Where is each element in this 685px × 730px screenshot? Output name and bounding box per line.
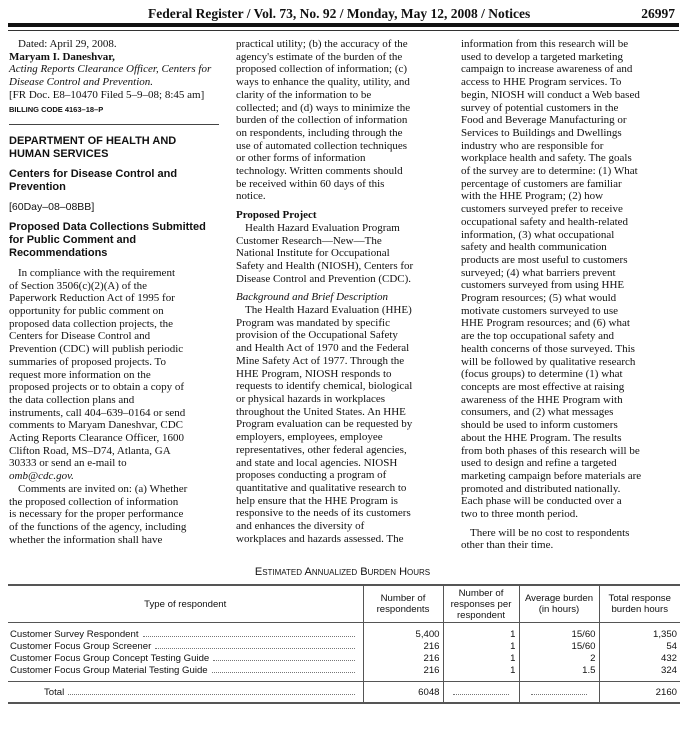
text-line: awareness of the HHE Program with bbox=[461, 393, 623, 406]
text-line: survey of potential customers in the bbox=[461, 101, 619, 114]
text-line: notice. bbox=[236, 190, 266, 203]
text-line: campaign to increase awareness of and bbox=[461, 63, 633, 76]
text-line: used to develop a targeted marketing bbox=[461, 50, 623, 63]
total-label bbox=[8, 682, 363, 704]
email-link[interactable]: omb@cdc.gov. bbox=[9, 470, 74, 483]
text-line: of the functions of the agency, including bbox=[9, 520, 187, 533]
text-line: or physical hazards in workplaces bbox=[236, 392, 386, 405]
dot-leader bbox=[213, 652, 354, 661]
section-divider bbox=[9, 124, 219, 125]
text-line: will be followed by qualitative research bbox=[461, 355, 636, 368]
signer-name: Maryam I. Daneshvar, bbox=[9, 50, 115, 63]
text-line: Centers for Disease Control and bbox=[9, 330, 151, 343]
text-line: agency's estimate of the burden of the bbox=[236, 50, 403, 63]
text-line: marketing campaign before materials are bbox=[461, 469, 642, 482]
cell-value: 1 bbox=[443, 652, 519, 664]
text-line: percentage of customers are familiar bbox=[461, 177, 622, 190]
respondent-type bbox=[8, 664, 363, 682]
cell-value: 216 bbox=[363, 652, 443, 664]
name-box bbox=[10, 628, 355, 640]
paragraph-background bbox=[236, 304, 454, 545]
text-line: products are most useful to customers bbox=[461, 253, 628, 266]
text-line: proposed data collection projects, the bbox=[9, 317, 174, 330]
paragraph-comments-cont bbox=[236, 38, 454, 203]
respondent-label: Customer Focus Group Screener bbox=[10, 641, 152, 652]
paragraph-cost bbox=[461, 527, 679, 552]
signer-title bbox=[9, 63, 227, 88]
notice-title bbox=[9, 221, 227, 260]
agency-heading bbox=[9, 168, 227, 194]
text-line: practical utility; (b) the accuracy of the bbox=[236, 38, 408, 50]
total-row bbox=[8, 682, 680, 704]
text-line: industry who are responsible for bbox=[461, 139, 604, 152]
paragraph-research bbox=[461, 38, 679, 521]
column-header: Number of respondents bbox=[363, 585, 443, 623]
text-line: burden of the collection of information bbox=[236, 114, 408, 127]
text-line: throughout the United States. An HHE bbox=[236, 405, 406, 418]
text-line: ways to enhance the quality, utility, and bbox=[236, 76, 410, 89]
dot-leader bbox=[143, 628, 355, 637]
text-line: on respondents, including through the bbox=[236, 126, 403, 139]
text-line: Prevention bbox=[9, 181, 66, 194]
text-line: access to HHE Program services. To bbox=[461, 76, 622, 89]
text-line: opportunity for public comment on bbox=[9, 305, 164, 318]
cell-value: 15/60 bbox=[519, 640, 599, 652]
total-value: 2160 bbox=[599, 682, 680, 704]
burden-hours-table bbox=[8, 584, 680, 704]
cell-value: 15/60 bbox=[519, 623, 599, 641]
text-line: motivate customers surveyed to use bbox=[461, 304, 619, 317]
text-line: National Institute for Occupational bbox=[236, 247, 390, 260]
text-line: Program was mandated by specific bbox=[236, 316, 390, 329]
text-line: customers surveyed from using HHE bbox=[461, 279, 625, 292]
cell-value: 216 bbox=[363, 640, 443, 652]
column-header: Average burden (in hours) bbox=[519, 585, 599, 623]
publication-title: Federal Register / Vol. 73, No. 92 / Monday, May 12, 2008 / Notices bbox=[148, 6, 531, 21]
text-line: Health Hazard Evaluation Program bbox=[245, 221, 400, 234]
text-line: representatives, other federal agencies, bbox=[236, 443, 407, 456]
text-line: request more information on the bbox=[9, 368, 151, 381]
name-box bbox=[10, 664, 355, 676]
text-line: whether the information shall have bbox=[9, 533, 163, 546]
text-line: There will be no cost to respondents bbox=[470, 526, 630, 539]
table-row bbox=[8, 640, 680, 652]
table-row bbox=[8, 623, 680, 641]
text-line: technology. Written comments should bbox=[236, 165, 403, 178]
text-line: HHE Program, NIOSH responds to bbox=[236, 367, 392, 380]
text-line: clarity of the information to be bbox=[236, 88, 372, 101]
page-number: 26997 bbox=[641, 6, 675, 21]
text-line: help ensure that the HHE Program is bbox=[236, 494, 398, 507]
cell-value: 1.5 bbox=[519, 664, 599, 682]
text-line: responsive to the needs of its customers bbox=[236, 507, 411, 520]
cell-value: 1 bbox=[443, 623, 519, 641]
respondent-type bbox=[8, 623, 363, 641]
text-line: Prevention (CDC) will publish periodic bbox=[9, 343, 184, 356]
column-header: Number of responses per respondent bbox=[443, 585, 519, 623]
text-line: begin, NIOSH will conduct a Web based bbox=[461, 88, 640, 101]
text-line: Proposed Data Collections Submitted bbox=[9, 220, 206, 233]
text-line: Each phase will be conducted over a bbox=[461, 495, 622, 508]
text-line: are the top occupational safety and bbox=[461, 330, 615, 343]
cell-value: 1 bbox=[443, 664, 519, 682]
text-line: be received within 60 days of this bbox=[236, 177, 385, 190]
table-title: Estimated Annualized Burden Hours bbox=[254, 566, 431, 578]
respondent-label: Customer Survey Respondent bbox=[10, 629, 139, 640]
cell-value: 216 bbox=[363, 664, 443, 682]
cell-value: 5,400 bbox=[363, 623, 443, 641]
text-line: and state and local agencies. NIOSH bbox=[236, 456, 398, 469]
text-line: (focus groups) to determine (1) what bbox=[461, 368, 623, 381]
text-line: is necessary for the proper performance bbox=[9, 508, 184, 521]
text-line: DEPARTMENT OF HEALTH AND bbox=[9, 135, 177, 148]
name-box bbox=[10, 652, 355, 664]
text-line: use of automated collection techniques bbox=[236, 139, 408, 152]
dated-line: Dated: April 29, 2008. bbox=[18, 38, 117, 50]
text-line: proposed projects or to obtain a copy of bbox=[9, 381, 185, 394]
text-line: information, (3) what occupational bbox=[461, 228, 615, 241]
text-line: The Health Hazard Evaluation (HHE) bbox=[245, 304, 412, 317]
department-heading bbox=[9, 135, 227, 161]
cell-value: 1 bbox=[443, 640, 519, 652]
text-line: the data collection plans and bbox=[9, 393, 135, 406]
text-line: safety and health communication bbox=[461, 241, 607, 254]
text-line: quantitative and qualitative research to bbox=[236, 481, 407, 494]
text-line: Centers for Disease Control and bbox=[9, 168, 178, 181]
name-box bbox=[44, 686, 355, 698]
respondent-label: Customer Focus Group Concept Testing Guide bbox=[10, 653, 210, 664]
text-line: and Health Act of 1970 and the Federal bbox=[236, 342, 410, 355]
text-line: and enhances the diversity of bbox=[236, 520, 365, 533]
page-header bbox=[0, 4, 685, 24]
text-line: Acting Reports Clearance Officer, 1600 bbox=[9, 432, 184, 445]
text-line: from both phases of this research will be bbox=[461, 444, 640, 457]
text-line: proposed collection of information; (c) bbox=[236, 63, 408, 76]
fr-doc-line: [FR Doc. E8–10470 Filed 5–9–08; 8:45 am] bbox=[9, 88, 205, 101]
text-line: or other forms of information bbox=[236, 152, 366, 165]
heading-proposed-project: Proposed Project bbox=[236, 209, 317, 222]
text-line: instruments, call 404–639–0164 or send bbox=[9, 406, 186, 419]
text-line: Customer Research—New—The bbox=[236, 234, 382, 247]
header-rule-thick bbox=[8, 23, 679, 27]
text-line: concepts are most effective at raising bbox=[461, 380, 625, 393]
table-row bbox=[8, 664, 680, 682]
paragraph-comments bbox=[9, 483, 227, 547]
text-line: Mine Safety Act of 1977. Through the bbox=[236, 354, 405, 367]
text-line: comments to Maryam Daneshvar, CDC bbox=[9, 419, 183, 432]
column-header: Type of respondent bbox=[8, 585, 363, 623]
text-line: occupational safety and health-related bbox=[461, 215, 629, 228]
dot-leader bbox=[453, 686, 509, 695]
text-line: Paperwork Reduction Act of 1995 for bbox=[9, 292, 175, 305]
text-line: Disease Control and Prevention. bbox=[9, 76, 153, 89]
respondent-type bbox=[8, 652, 363, 664]
text-line: Program resources; (5) what would bbox=[461, 292, 617, 305]
docket-number: [60Day–08–08BB] bbox=[9, 201, 95, 214]
text-line: customers surveyed prefer to receive bbox=[461, 203, 623, 216]
respondent-type bbox=[8, 640, 363, 652]
text-line: should be used to inform customers bbox=[461, 419, 618, 432]
text-line: Acting Reports Clearance Officer, Centers for bbox=[9, 63, 212, 76]
table-header-row bbox=[8, 585, 680, 623]
total-text: Total bbox=[44, 687, 65, 698]
text-line: 30333 or send an e-mail to bbox=[9, 457, 127, 470]
text-line: workplaces and hazards assessed. The bbox=[236, 532, 404, 545]
dot-leader bbox=[531, 686, 587, 695]
text-line: Recommendations bbox=[9, 246, 108, 259]
respondent-label: Customer Focus Group Material Testing Guide bbox=[10, 665, 208, 676]
text-line: of the survey are to determine: (1) What bbox=[461, 165, 638, 178]
text-line: the proposed collection of information bbox=[9, 495, 179, 508]
text-line: Food and Beverage Manufacturing or bbox=[461, 114, 627, 127]
text-line: used to design and refine a targeted bbox=[461, 457, 617, 470]
text-line: health concerns of those surveyed. This bbox=[461, 342, 635, 355]
text-line: with the HHE Program; (2) how bbox=[461, 190, 604, 203]
text-line: promoted and distributed nationally. bbox=[461, 482, 621, 495]
text-line: proposes conducting a program of bbox=[236, 469, 387, 482]
text-line: information from this research will be bbox=[461, 38, 629, 50]
column-1 bbox=[9, 38, 227, 546]
text-line: HHE Program resources; and (6) what bbox=[461, 317, 630, 330]
text-line: employers, employees, employee bbox=[236, 431, 383, 444]
text-line: for Public Comment and bbox=[9, 233, 137, 246]
empty-cell-leader bbox=[443, 682, 519, 704]
name-box bbox=[10, 640, 355, 652]
text-line: In compliance with the requirement bbox=[18, 266, 175, 279]
empty-cell-leader bbox=[519, 682, 599, 704]
text-line: surveyed; (4) what barriers prevent bbox=[461, 266, 616, 279]
text-line: summaries of proposed projects. To bbox=[9, 355, 166, 368]
text-line: two to three month period. bbox=[461, 508, 579, 521]
column-3 bbox=[461, 38, 679, 552]
text-line: Disease Control and Prevention (CDC). bbox=[236, 272, 412, 285]
column-2 bbox=[236, 38, 454, 545]
text-line: collected; and (d) ways to minimize the bbox=[236, 101, 411, 114]
text-line: workplace health and safety. The goals bbox=[461, 152, 632, 165]
text-line: requests to identify chemical, biological bbox=[236, 380, 413, 393]
dot-leader bbox=[212, 664, 355, 673]
heading-background: Background and Brief Description bbox=[236, 291, 389, 304]
text-line: Program evaluation can be requested by bbox=[236, 418, 413, 431]
cell-value: 2 bbox=[519, 652, 599, 664]
text-line: about the HHE Program. The results bbox=[461, 431, 622, 444]
text-line: of Section 3506(c)(2)(A) of the bbox=[9, 279, 148, 292]
text-line: other than their time. bbox=[461, 539, 554, 552]
header-rule-thin bbox=[8, 30, 679, 31]
text-line: Clifton Road, MS–D74, Atlanta, GA bbox=[9, 444, 171, 457]
total-value: 6048 bbox=[363, 682, 443, 704]
text-line: Comments are invited on: (a) Whether bbox=[18, 482, 188, 495]
column-header: Total response burden hours bbox=[599, 585, 680, 623]
text-line: Services to Buildings and Dwellings bbox=[461, 126, 622, 139]
cell-value: 54 bbox=[599, 640, 680, 652]
text-line: HUMAN SERVICES bbox=[9, 148, 109, 161]
table-row bbox=[8, 652, 680, 664]
cell-value: 1,350 bbox=[599, 623, 680, 641]
paragraph-project bbox=[236, 222, 454, 286]
cell-value: 324 bbox=[599, 664, 680, 682]
dot-leader bbox=[68, 686, 354, 695]
text-line: consumers, and (2) what messages bbox=[461, 406, 614, 419]
dot-leader bbox=[155, 640, 354, 649]
text-line: provision of the Occupational Safety bbox=[236, 329, 398, 342]
text-line: Safety and Health (NIOSH), Centers for bbox=[236, 259, 414, 272]
cell-value: 432 bbox=[599, 652, 680, 664]
paragraph-compliance bbox=[9, 267, 227, 470]
billing-code: BILLING CODE 4163–18–P bbox=[9, 104, 104, 114]
